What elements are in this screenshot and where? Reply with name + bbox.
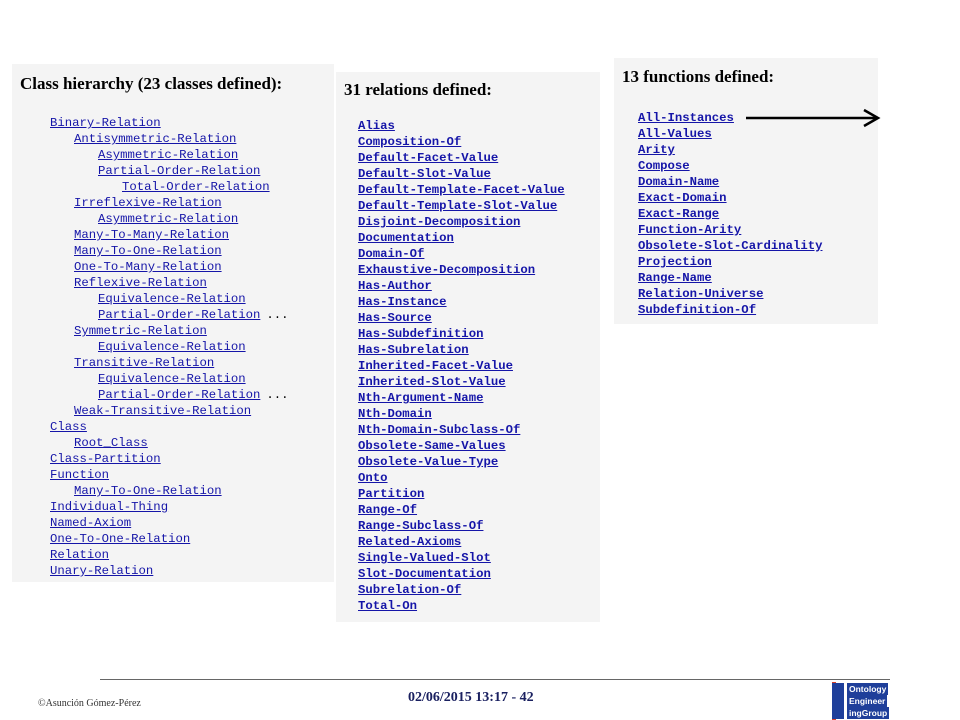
function-link[interactable]: Exact-Domain [638, 191, 727, 205]
function-link[interactable]: All-Instances [638, 111, 734, 125]
function-link[interactable]: Compose [638, 159, 690, 173]
relation-item [358, 117, 565, 133]
function-item [638, 141, 822, 157]
logo-line-2: Engineer [849, 696, 886, 706]
function-item [638, 157, 822, 173]
class-link[interactable]: Weak-Transitive-Relation [74, 404, 252, 418]
relation-link[interactable]: Partition [358, 487, 425, 501]
class-link[interactable]: Total-Order-Relation [122, 180, 270, 194]
function-link[interactable]: Projection [638, 255, 712, 269]
class-item [50, 514, 289, 530]
class-item [50, 498, 289, 514]
relation-link[interactable]: Has-Instance [358, 295, 447, 309]
class-more-indicator: ... [266, 388, 289, 402]
class-hierarchy-list [50, 114, 289, 578]
class-link[interactable]: Class [50, 420, 87, 434]
relation-item [358, 133, 565, 149]
function-link[interactable]: Subdefinition-Of [638, 303, 757, 317]
class-link[interactable]: Reflexive-Relation [74, 276, 207, 290]
relation-link[interactable]: Alias [358, 119, 395, 133]
relation-link[interactable]: Total-On [358, 599, 418, 613]
relation-item [358, 165, 565, 181]
relation-item [358, 277, 565, 293]
relation-item [358, 245, 565, 261]
class-item [50, 386, 289, 402]
class-link[interactable]: One-To-One-Relation [50, 532, 191, 546]
function-item [638, 205, 822, 221]
logo-line-1: Ontology [849, 684, 887, 694]
class-link[interactable]: Partial-Order-Relation [98, 388, 261, 402]
class-item [50, 226, 289, 242]
class-link[interactable]: Symmetric-Relation [74, 324, 207, 338]
class-item [50, 146, 289, 162]
class-link[interactable]: Irreflexive-Relation [74, 196, 222, 210]
function-item [638, 253, 822, 269]
footer-date-page: 02/06/2015 13:17 - 42 [408, 690, 534, 705]
function-link[interactable]: Range-Name [638, 271, 712, 285]
relation-item [358, 485, 565, 501]
class-item [50, 322, 289, 338]
relation-link[interactable]: Obsolete-Value-Type [358, 455, 499, 469]
class-item [50, 130, 289, 146]
class-link[interactable]: Asymmetric-Relation [98, 148, 239, 162]
relation-link[interactable]: Documentation [358, 231, 454, 245]
relation-item [358, 421, 565, 437]
class-link[interactable]: Transitive-Relation [74, 356, 215, 370]
class-item [50, 194, 289, 210]
class-item [50, 450, 289, 466]
relation-item [358, 293, 565, 309]
class-link[interactable]: Equivalence-Relation [98, 340, 246, 354]
relations-title: 31 relations defined: [344, 80, 492, 99]
relation-item [358, 389, 565, 405]
relation-link[interactable]: Range-Subclass-Of [358, 519, 484, 533]
class-link[interactable]: Equivalence-Relation [98, 292, 246, 306]
class-item [50, 466, 289, 482]
relation-item [358, 325, 565, 341]
function-link[interactable]: Exact-Range [638, 207, 720, 221]
function-item [638, 173, 822, 189]
relation-link[interactable]: Composition-Of [358, 135, 462, 149]
relation-link[interactable]: Has-Subdefinition [358, 327, 484, 341]
class-link[interactable]: Many-To-Many-Relation [74, 228, 229, 242]
class-link[interactable]: Unary-Relation [50, 564, 154, 578]
class-item [50, 178, 289, 194]
function-item [638, 189, 822, 205]
relation-link[interactable]: Slot-Documentation [358, 567, 491, 581]
relation-link[interactable]: Default-Slot-Value [358, 167, 491, 181]
class-link[interactable]: Asymmetric-Relation [98, 212, 239, 226]
function-link[interactable]: Relation-Universe [638, 287, 764, 301]
relation-item [358, 229, 565, 245]
relation-link[interactable]: Default-Facet-Value [358, 151, 499, 165]
class-link[interactable]: Function [50, 468, 110, 482]
logo-line-3: ingGroup [849, 708, 888, 718]
logo-block [832, 683, 844, 695]
class-link[interactable]: Named-Axiom [50, 516, 132, 530]
arrow-right-icon [744, 108, 884, 128]
class-link[interactable]: Antisymmetric-Relation [74, 132, 237, 146]
relation-item [358, 517, 565, 533]
class-item [50, 258, 289, 274]
relation-link[interactable]: Domain-Of [358, 247, 425, 261]
footer-author: ©Asunción Gómez-Pérez [38, 698, 141, 709]
relation-link[interactable]: Nth-Domain [358, 407, 432, 421]
logo-block [832, 695, 844, 707]
function-link[interactable]: Domain-Name [638, 175, 720, 189]
function-item [638, 301, 822, 317]
relation-link[interactable]: Default-Template-Slot-Value [358, 199, 558, 213]
function-link[interactable]: All-Values [638, 127, 712, 141]
relation-item [358, 261, 565, 277]
functions-title: 13 functions defined: [622, 67, 775, 86]
class-item [50, 162, 289, 178]
relation-item [358, 341, 565, 357]
class-item [50, 530, 289, 546]
relation-item [358, 501, 565, 517]
class-link[interactable]: Root_Class [74, 436, 148, 450]
relation-item [358, 181, 565, 197]
relation-item [358, 149, 565, 165]
functions-panel [614, 58, 878, 324]
relation-item [358, 309, 565, 325]
relation-link[interactable]: Has-Author [358, 279, 432, 293]
class-item [50, 306, 289, 322]
class-hierarchy-panel [12, 64, 334, 582]
relation-link[interactable]: Onto [358, 471, 388, 485]
relation-item [358, 597, 565, 613]
relation-link[interactable]: Range-Of [358, 503, 418, 517]
relation-item [358, 197, 565, 213]
relation-item [358, 549, 565, 565]
class-hierarchy-title: Class hierarchy (23 classes defined): [20, 74, 283, 93]
function-link[interactable]: Function-Arity [638, 223, 742, 237]
relation-link[interactable]: Subrelation-Of [358, 583, 462, 597]
relation-item [358, 213, 565, 229]
relation-link[interactable]: Default-Template-Facet-Value [358, 183, 565, 197]
class-item [50, 418, 289, 434]
class-item [50, 562, 289, 578]
relation-link[interactable]: Nth-Domain-Subclass-Of [358, 423, 521, 437]
function-item [638, 237, 822, 253]
relation-link[interactable]: Has-Subrelation [358, 343, 469, 357]
ontology-engineering-group-logo [832, 682, 888, 720]
class-item [50, 434, 289, 450]
function-link[interactable]: Obsolete-Slot-Cardinality [638, 239, 823, 253]
class-item [50, 370, 289, 386]
class-link[interactable]: Binary-Relation [50, 116, 161, 130]
class-item [50, 114, 289, 130]
footer-divider [100, 679, 890, 680]
relation-item [358, 357, 565, 373]
class-link[interactable]: Many-To-One-Relation [74, 484, 222, 498]
class-more-indicator: ... [266, 308, 289, 322]
relation-item [358, 453, 565, 469]
class-item [50, 402, 289, 418]
class-item [50, 290, 289, 306]
relation-link[interactable]: Related-Axioms [358, 535, 462, 549]
relation-link[interactable]: Inherited-Slot-Value [358, 375, 506, 389]
relation-item [358, 405, 565, 421]
class-link[interactable]: Relation [50, 548, 110, 562]
function-item [638, 221, 822, 237]
relations-list [358, 117, 565, 613]
function-item [638, 269, 822, 285]
class-link[interactable]: Partial-Order-Relation [98, 164, 261, 178]
class-link[interactable]: Many-To-One-Relation [74, 244, 222, 258]
class-item [50, 210, 289, 226]
class-link[interactable]: Partial-Order-Relation [98, 308, 261, 322]
relation-item [358, 373, 565, 389]
class-link[interactable]: Individual-Thing [50, 500, 169, 514]
relations-panel [336, 72, 600, 622]
class-link[interactable]: One-To-Many-Relation [74, 260, 222, 274]
functions-list [638, 109, 822, 317]
class-link[interactable]: Class-Partition [50, 452, 161, 466]
relation-item [358, 469, 565, 485]
relation-item [358, 581, 565, 597]
relation-item [358, 565, 565, 581]
class-item [50, 354, 289, 370]
relation-item [358, 437, 565, 453]
function-item [638, 285, 822, 301]
relation-link[interactable]: Single-Valued-Slot [358, 551, 491, 565]
relation-link[interactable]: Exhaustive-Decomposition [358, 263, 536, 277]
relation-link[interactable]: Obsolete-Same-Values [358, 439, 506, 453]
class-item [50, 274, 289, 290]
class-link[interactable]: Equivalence-Relation [98, 372, 246, 386]
relation-link[interactable]: Has-Source [358, 311, 432, 325]
logo-block [832, 707, 844, 719]
relation-link[interactable]: Nth-Argument-Name [358, 391, 484, 405]
relation-item [358, 533, 565, 549]
relation-link[interactable]: Disjoint-Decomposition [358, 215, 521, 229]
class-item [50, 242, 289, 258]
relation-link[interactable]: Inherited-Facet-Value [358, 359, 513, 373]
class-item [50, 338, 289, 354]
class-item [50, 546, 289, 562]
class-item [50, 482, 289, 498]
function-link[interactable]: Arity [638, 143, 675, 157]
